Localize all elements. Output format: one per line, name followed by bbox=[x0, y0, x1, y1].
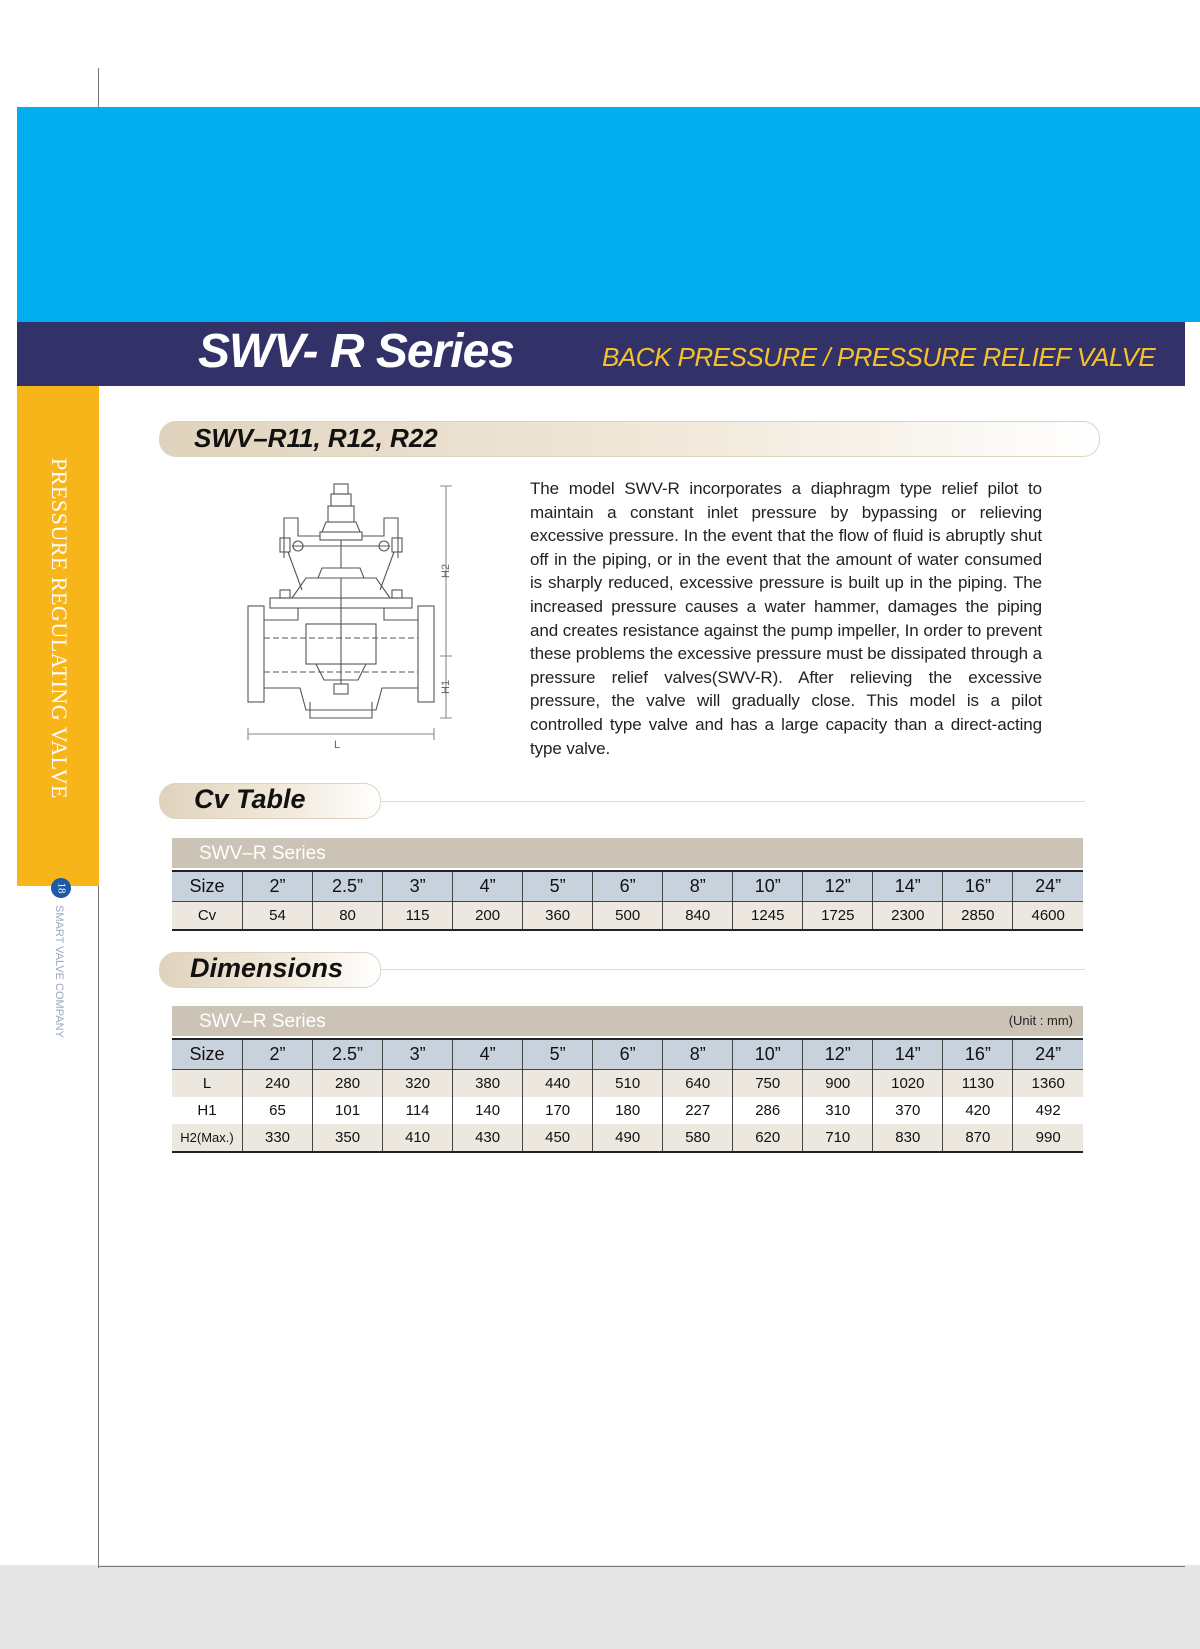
cv-table-header-bar bbox=[172, 838, 1083, 868]
row-label: H2(Max.) bbox=[172, 1124, 243, 1152]
cv-row bbox=[172, 902, 1083, 931]
size-cell: 24” bbox=[1013, 871, 1083, 902]
footer-band bbox=[0, 1565, 1200, 1649]
valve-diagram bbox=[240, 478, 470, 760]
cv-section-rule bbox=[380, 801, 1085, 802]
size-cell: 10” bbox=[733, 871, 803, 902]
table-cell: 990 bbox=[1013, 1124, 1083, 1152]
table-cell: 330 bbox=[243, 1124, 313, 1152]
table-cell: 640 bbox=[663, 1070, 733, 1098]
diagram-label-h2: H2 bbox=[440, 563, 452, 578]
table-cell: 620 bbox=[733, 1124, 803, 1152]
table-cell: 900 bbox=[803, 1070, 873, 1098]
cv-section-label: Cv Table bbox=[194, 784, 306, 814]
size-cell: 14” bbox=[873, 871, 943, 902]
table-cell: 65 bbox=[243, 1097, 313, 1124]
series-subtitle: BACK PRESSURE / PRESSURE RELIEF VALVE bbox=[602, 342, 1156, 372]
size-cell: 14” bbox=[873, 1039, 943, 1070]
size-cell: 16” bbox=[943, 871, 1013, 902]
table-cell: 140 bbox=[453, 1097, 523, 1124]
table-cell: 500 bbox=[593, 902, 663, 931]
size-cell: 5” bbox=[523, 871, 593, 902]
size-header: Size bbox=[172, 1039, 243, 1070]
dim-size-row bbox=[172, 1039, 1083, 1070]
table-cell: 750 bbox=[733, 1070, 803, 1098]
table-cell: 840 bbox=[663, 902, 733, 931]
dim-table-header-bar bbox=[172, 1006, 1083, 1036]
size-cell: 8” bbox=[663, 1039, 733, 1070]
size-cell: 3” bbox=[383, 1039, 453, 1070]
footer-band-left bbox=[0, 1565, 17, 1649]
table-cell: 180 bbox=[593, 1097, 663, 1124]
size-cell: 4” bbox=[453, 871, 523, 902]
row-label: H1 bbox=[172, 1097, 243, 1124]
series-title: SWV- R Series bbox=[198, 325, 514, 378]
table-cell: 320 bbox=[383, 1070, 453, 1098]
size-cell: 16” bbox=[943, 1039, 1013, 1070]
cv-table bbox=[172, 870, 1083, 931]
table-cell: 1130 bbox=[943, 1070, 1013, 1098]
size-cell: 2” bbox=[243, 1039, 313, 1070]
table-cell: 1245 bbox=[733, 902, 803, 931]
table-cell: 170 bbox=[523, 1097, 593, 1124]
table-cell: 200 bbox=[453, 902, 523, 931]
header-banner bbox=[17, 107, 1200, 322]
table-cell: 492 bbox=[1013, 1097, 1083, 1124]
dim-table-unit: (Unit : mm) bbox=[1008, 1013, 1073, 1028]
size-cell: 5” bbox=[523, 1039, 593, 1070]
table-cell: 830 bbox=[873, 1124, 943, 1152]
page-number: 18 bbox=[55, 882, 67, 894]
model-description: The model SWV-R incorporates a diaphragm type relief pilot to maintain a constant inlet pressure by bypassing or relieving excessive pressure. In the event that the flow of fluid is abruptly shut off in the piping, or in the event that the amount of water consumed is sharply reduced, excessive pressure is built up in the piping. The increased pressure causes a water hammer, damages the piping and creates resistance against the pump impeller, In order to prevent these problems the excessive pressure must be dissipated through a pressure relief valves(SWV-R). After relieving the excessive pressure, the valve will gradually close. This model is a pilot controlled type valve and has a large capacity than a direct-acting type valve. bbox=[530, 479, 1042, 758]
table-cell: 420 bbox=[943, 1097, 1013, 1124]
size-cell: 10” bbox=[733, 1039, 803, 1070]
table-cell: 2300 bbox=[873, 902, 943, 931]
table-cell: 115 bbox=[383, 902, 453, 931]
table-cell: 870 bbox=[943, 1124, 1013, 1152]
diagram-label-l: L bbox=[334, 739, 341, 751]
table-cell: 490 bbox=[593, 1124, 663, 1152]
table-cell: 450 bbox=[523, 1124, 593, 1152]
row-label: L bbox=[172, 1070, 243, 1098]
table-cell: 227 bbox=[663, 1097, 733, 1124]
dim-table-title: SWV–R Series bbox=[199, 1011, 326, 1032]
size-cell: 6” bbox=[593, 871, 663, 902]
diagram-label-h1: H1 bbox=[440, 679, 452, 694]
side-category-label: PRESSURE REGULATING VALVE bbox=[47, 458, 72, 799]
left-margin bbox=[0, 0, 17, 1649]
size-cell: 2” bbox=[243, 871, 313, 902]
dim-section-rule bbox=[380, 969, 1085, 970]
size-cell: 4” bbox=[453, 1039, 523, 1070]
cv-size-row bbox=[172, 871, 1083, 902]
model-section-label: SWV–R11, R12, R22 bbox=[194, 423, 438, 453]
table-cell: 510 bbox=[593, 1070, 663, 1098]
dim-row-h2 bbox=[172, 1124, 1083, 1152]
table-cell: 286 bbox=[733, 1097, 803, 1124]
size-header: Size bbox=[172, 871, 243, 902]
table-cell: 114 bbox=[383, 1097, 453, 1124]
table-cell: 2850 bbox=[943, 902, 1013, 931]
table-cell: 350 bbox=[313, 1124, 383, 1152]
table-cell: 310 bbox=[803, 1097, 873, 1124]
company-name: SMART VALVE COMPANY bbox=[53, 905, 65, 1038]
size-cell: 12” bbox=[803, 871, 873, 902]
page-number-badge bbox=[51, 878, 71, 898]
dim-row-l bbox=[172, 1070, 1083, 1098]
table-cell: 4600 bbox=[1013, 902, 1083, 931]
size-cell: 12” bbox=[803, 1039, 873, 1070]
table-cell: 710 bbox=[803, 1124, 873, 1152]
size-cell: 2.5” bbox=[313, 1039, 383, 1070]
cv-table-title: SWV–R Series bbox=[199, 843, 326, 864]
size-cell: 3” bbox=[383, 871, 453, 902]
table-cell: 1360 bbox=[1013, 1070, 1083, 1098]
size-cell: 6” bbox=[593, 1039, 663, 1070]
table-cell: 1725 bbox=[803, 902, 873, 931]
table-cell: 580 bbox=[663, 1124, 733, 1152]
dim-row-h1 bbox=[172, 1097, 1083, 1124]
table-cell: 54 bbox=[243, 902, 313, 931]
table-cell: 380 bbox=[453, 1070, 523, 1098]
size-cell: 24” bbox=[1013, 1039, 1083, 1070]
row-label: Cv bbox=[172, 902, 243, 931]
table-cell: 440 bbox=[523, 1070, 593, 1098]
dim-table bbox=[172, 1038, 1083, 1153]
table-cell: 240 bbox=[243, 1070, 313, 1098]
table-cell: 360 bbox=[523, 902, 593, 931]
table-cell: 80 bbox=[313, 902, 383, 931]
table-cell: 410 bbox=[383, 1124, 453, 1152]
bottom-rule bbox=[98, 1566, 1185, 1567]
table-cell: 370 bbox=[873, 1097, 943, 1124]
table-cell: 430 bbox=[453, 1124, 523, 1152]
table-cell: 1020 bbox=[873, 1070, 943, 1098]
size-cell: 2.5” bbox=[313, 871, 383, 902]
size-cell: 8” bbox=[663, 871, 733, 902]
table-cell: 101 bbox=[313, 1097, 383, 1124]
table-cell: 280 bbox=[313, 1070, 383, 1098]
dim-section-label: Dimensions bbox=[190, 953, 344, 983]
